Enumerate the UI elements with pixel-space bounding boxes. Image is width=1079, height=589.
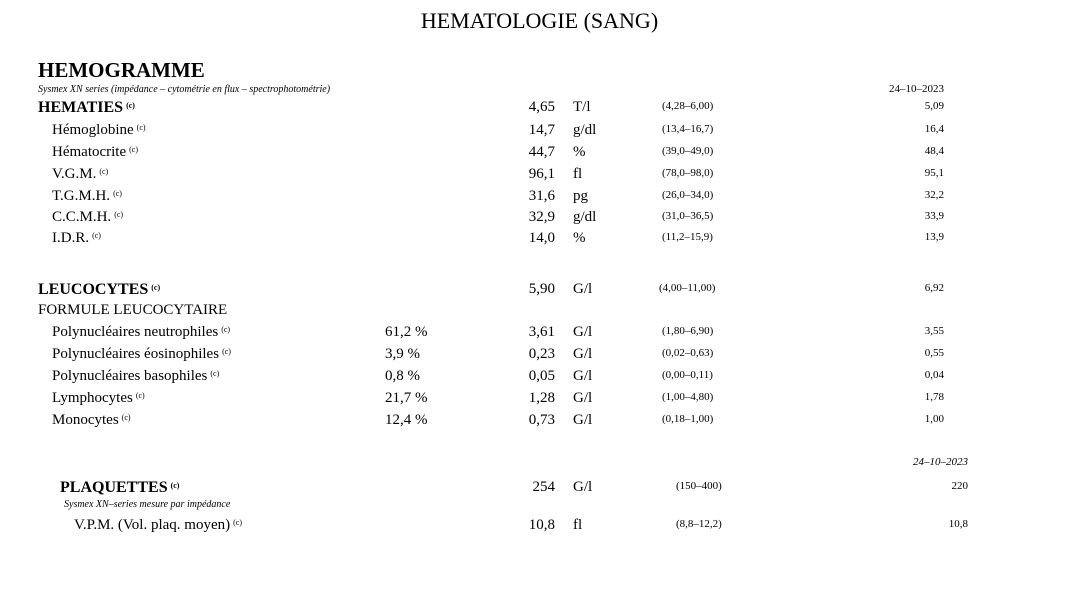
reference-range: (39,0–49,0) [662, 145, 714, 157]
result-value: 14,0 [528, 230, 555, 246]
result-percent: 21,7 % [385, 390, 428, 406]
result-label: C.C.M.H. $^{(c)}$ [52, 209, 124, 225]
result-label: LEUCOCYTES $^{(c)}$ [38, 281, 161, 298]
result-value: 10,8 [528, 517, 555, 533]
result-label: V.P.M. (Vol. plaq. moyen) $^{(c)}$ [74, 517, 243, 533]
footnote-mark: (c) [221, 325, 231, 334]
result-label: Polynucléaires basophiles $^{(c)}$ [52, 368, 220, 384]
reference-range: (150–400) [676, 480, 722, 492]
footnote-mark: (c) [126, 101, 135, 110]
result-label: PLAQUETTES $^{(c)}$ [60, 479, 180, 496]
reference-range: (26,0–34,0) [662, 189, 714, 201]
result-value: 31,6 [528, 188, 555, 204]
result-label: Polynucléaires neutrophiles $^{(c)}$ [52, 324, 231, 340]
result-label: I.D.R. $^{(c)}$ [52, 230, 101, 246]
reference-range: (1,00–4,80) [662, 391, 714, 403]
previous-date: 24–10–2023 [889, 83, 944, 95]
footnote-mark: (c) [233, 518, 243, 527]
section-title: HEMOGRAMME [38, 58, 205, 82]
previous-value: 95,1 [924, 167, 944, 179]
result-label: T.G.M.H. $^{(c)}$ [52, 188, 122, 204]
reference-range: (78,0–98,0) [662, 167, 714, 179]
result-label: Polynucléaires éosinophiles $^{(c)}$ [52, 346, 231, 362]
previous-value: 32,2 [924, 189, 944, 201]
result-unit: G/l [573, 479, 593, 495]
previous-value: 6,92 [924, 282, 944, 294]
result-unit: pg [573, 188, 588, 204]
result-value: 96,1 [528, 166, 555, 182]
footnote-mark: (c) [151, 283, 161, 292]
result-unit: G/l [573, 346, 593, 362]
result-percent: 12,4 % [385, 412, 428, 428]
result-label: HEMATIES $^{(c)}$ [38, 99, 135, 116]
result-label: Hématocrite $^{(c)}$ [52, 144, 139, 160]
result-label: Hémoglobine $^{(c)}$ [52, 122, 146, 138]
result-value: 0,05 [528, 368, 555, 384]
plaquettes-method: Sysmex XN–series mesure par impédance [64, 499, 231, 510]
previous-value: 33,9 [924, 210, 944, 222]
result-unit: fl [573, 166, 583, 182]
result-unit: % [573, 144, 586, 160]
result-value: 4,65 [528, 99, 555, 115]
plaquettes-previous-date: 24–10–2023 [913, 456, 968, 468]
previous-value: 220 [951, 480, 968, 492]
result-unit: G/l [573, 412, 593, 428]
footnote-mark: (c) [121, 413, 131, 422]
footnote-mark: (c) [135, 391, 145, 400]
reference-range: (0,00–0,11) [662, 369, 713, 381]
footnote-mark: (c) [99, 167, 109, 176]
result-label: V.G.M. $^{(c)}$ [52, 166, 109, 182]
result-value: 0,73 [528, 412, 555, 428]
result-value: 254 [532, 479, 555, 495]
footnote-mark: (c) [210, 369, 220, 378]
previous-value: 3,55 [924, 325, 944, 337]
reference-range: (31,0–36,5) [662, 210, 714, 222]
result-unit: G/l [573, 368, 593, 384]
result-percent: 61,2 % [385, 324, 428, 340]
previous-value: 1,78 [924, 391, 944, 403]
footnote-mark: (c) [113, 189, 122, 198]
result-value: 5,90 [528, 281, 555, 297]
reference-range: (0,02–0,63) [662, 347, 714, 359]
reference-range: (8,8–12,2) [676, 518, 722, 530]
result-unit: % [573, 230, 586, 246]
reference-range: (13,4–16,7) [662, 123, 714, 135]
report-title: HEMATOLOGIE (SANG) [420, 8, 659, 33]
result-unit: G/l [573, 390, 593, 406]
result-percent: 0,8 % [385, 368, 420, 384]
result-label: Monocytes $^{(c)}$ [52, 412, 131, 428]
footnote-mark: (c) [92, 231, 101, 240]
result-value: 1,28 [528, 390, 555, 406]
result-value: 14,7 [528, 122, 555, 138]
result-value: 0,23 [528, 346, 555, 362]
previous-value: 0,04 [924, 369, 944, 381]
previous-value: 5,09 [924, 100, 944, 112]
result-unit: G/l [573, 281, 593, 297]
result-unit: g/dl [573, 209, 597, 225]
reference-range: (0,18–1,00) [662, 413, 714, 425]
result-label: Lymphocytes $^{(c)}$ [52, 390, 145, 406]
result-value: 3,61 [528, 324, 555, 340]
result-value: 32,9 [528, 209, 555, 225]
reference-range: (4,28–6,00) [662, 100, 714, 112]
reference-range: (11,2–15,9) [662, 231, 713, 243]
method-note: Sysmex XN series (impédance – cytométrie en flux – spectrophotométrie) [38, 84, 331, 95]
footnote-mark: (c) [129, 145, 139, 154]
footnote-mark: (c) [136, 123, 146, 132]
previous-value: 0,55 [924, 347, 944, 359]
result-unit: G/l [573, 324, 593, 340]
result-percent: 3,9 % [385, 346, 420, 362]
footnote-mark: (c) [114, 210, 124, 219]
formule-title: FORMULE LEUCOCYTAIRE [38, 302, 228, 318]
footnote-mark: (c) [170, 481, 180, 490]
previous-value: 16,4 [924, 123, 944, 135]
previous-value: 48,4 [924, 145, 944, 157]
previous-value: 10,8 [948, 518, 968, 530]
result-unit: T/l [573, 99, 591, 115]
result-value: 44,7 [528, 144, 555, 160]
reference-range: (1,80–6,90) [662, 325, 714, 337]
result-unit: g/dl [573, 122, 597, 138]
reference-range: (4,00–11,00) [659, 282, 716, 294]
footnote-mark: (c) [222, 347, 231, 356]
previous-value: 13,9 [924, 231, 944, 243]
previous-value: 1,00 [924, 413, 944, 425]
result-unit: fl [573, 517, 583, 533]
